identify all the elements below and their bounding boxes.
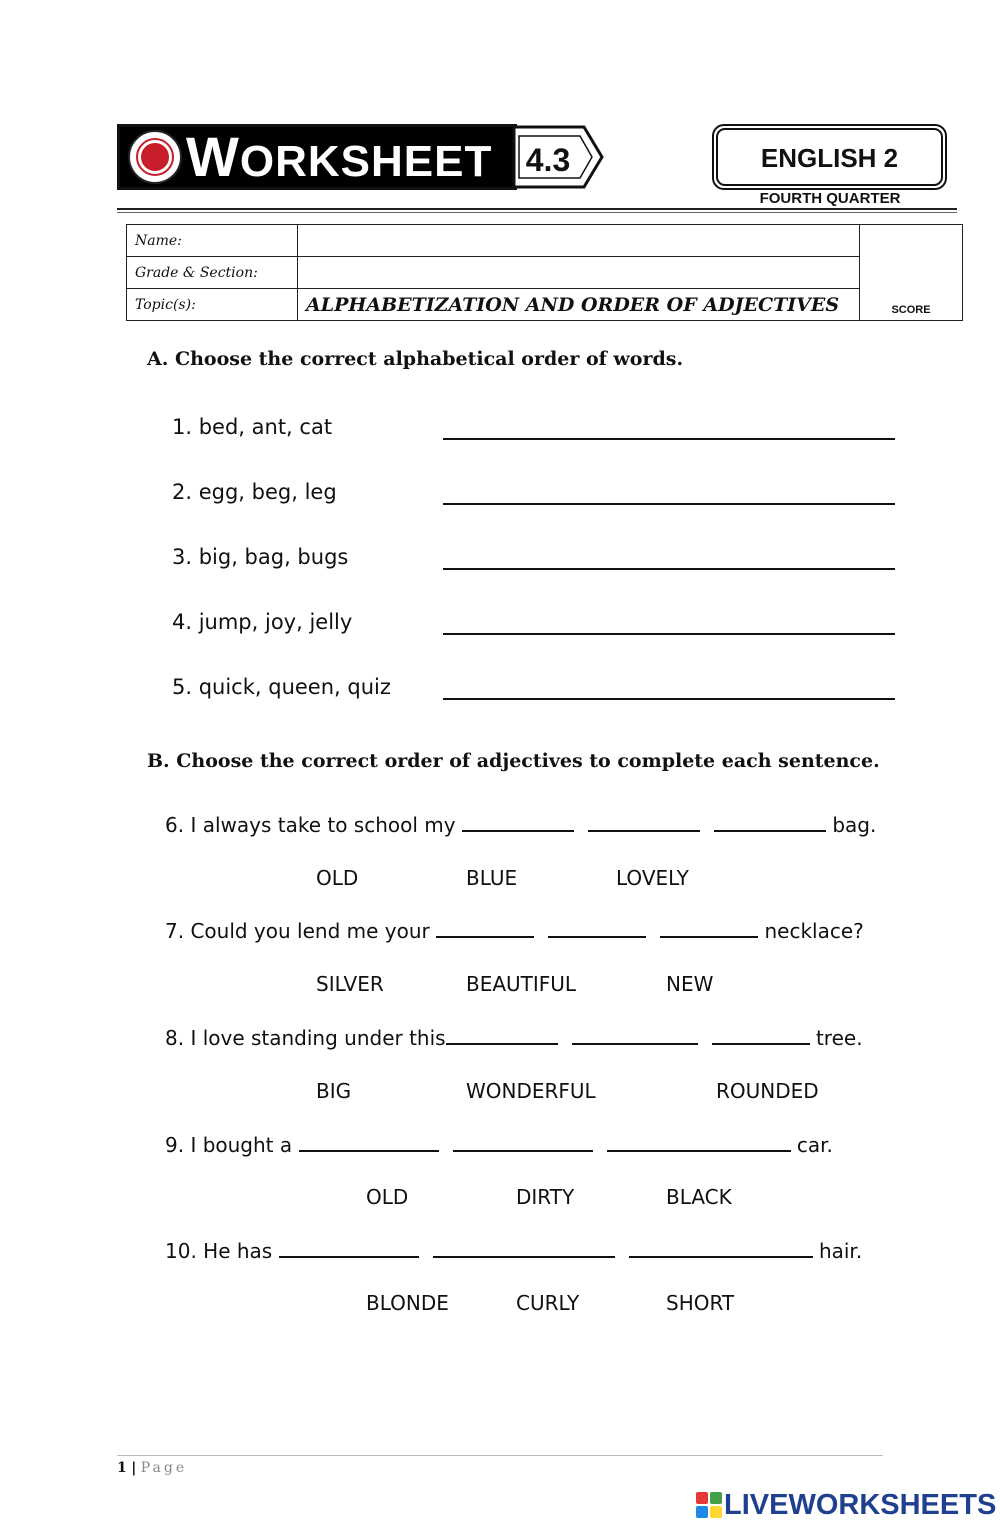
blank-1[interactable]: [462, 812, 574, 832]
subject-label: ENGLISH 2: [716, 128, 943, 186]
section-a-item: 4. jump, joy, jelly: [172, 610, 353, 634]
title-initial: W: [186, 125, 240, 188]
blank-2[interactable]: [453, 1132, 593, 1152]
blank-3[interactable]: [712, 1025, 810, 1045]
title-rest: ORKSHEET: [239, 137, 493, 186]
section-a-item: 1. bed, ant, cat: [172, 415, 333, 439]
sentence-item: [165, 812, 876, 837]
sentence-suffix: hair.: [818, 1239, 863, 1263]
sentence-suffix: tree.: [815, 1026, 863, 1050]
blank-1[interactable]: [446, 1025, 558, 1045]
section-b-heading: B. Choose the correct order of adjectives to complete each sentence.: [147, 750, 880, 772]
header-divider: [117, 208, 957, 210]
school-seal-logo: [128, 130, 182, 184]
blank-2[interactable]: [572, 1025, 698, 1045]
word-choice: SILVER: [316, 972, 384, 996]
worksheet-version: 4.3: [525, 142, 571, 178]
blank-1[interactable]: [436, 918, 534, 938]
answer-line[interactable]: [443, 568, 895, 570]
blank-2[interactable]: [588, 812, 700, 832]
word-choice: BLUE: [466, 866, 518, 890]
sentence-item: [165, 1132, 833, 1157]
sentence-item: [165, 1025, 863, 1050]
answer-line[interactable]: [443, 503, 895, 505]
sentence-suffix: car.: [796, 1133, 833, 1157]
blank-3[interactable]: [660, 918, 758, 938]
word-choice: CURLY: [516, 1291, 580, 1315]
blank-2[interactable]: [433, 1238, 615, 1258]
word-choice: ROUNDED: [716, 1079, 819, 1103]
answer-line[interactable]: [443, 438, 895, 440]
sentence-prefix: 9. I bought a: [165, 1133, 293, 1157]
sentence-prefix: 6. I always take to school my: [165, 813, 456, 837]
page-word: Page: [140, 1460, 188, 1476]
sentence-suffix: bag.: [832, 813, 877, 837]
page-footer: [117, 1460, 187, 1476]
blank-3[interactable]: [607, 1132, 791, 1152]
seal-center: [138, 140, 172, 174]
word-choice: BLONDE: [366, 1291, 449, 1315]
score-box[interactable]: [860, 225, 963, 321]
blank-3[interactable]: [714, 812, 826, 832]
word-choice: LOVELY: [616, 866, 689, 890]
sentence-item: [165, 918, 864, 943]
score-label: SCORE: [891, 304, 931, 316]
answer-line[interactable]: [443, 698, 895, 700]
page-separator: |: [131, 1460, 137, 1476]
word-choice: BLACK: [666, 1185, 732, 1209]
sentence-suffix: necklace?: [764, 919, 864, 943]
section-a-item: 2. egg, beg, leg: [172, 480, 337, 504]
header-divider-thin: [117, 212, 957, 213]
student-info-table: [126, 224, 963, 321]
worksheet-title: [186, 124, 492, 190]
word-choice: OLD: [316, 866, 359, 890]
word-choice: WONDERFUL: [466, 1079, 596, 1103]
word-choice: BEAUTIFUL: [466, 972, 577, 996]
section-a-heading: A. Choose the correct alphabetical order of words.: [147, 348, 684, 370]
answer-line[interactable]: [443, 633, 895, 635]
name-field[interactable]: [298, 225, 860, 257]
blank-3[interactable]: [629, 1238, 813, 1258]
grade-section-label: Grade & Section:: [127, 257, 298, 289]
grade-section-field[interactable]: [298, 257, 860, 289]
sentence-item: [165, 1238, 862, 1263]
word-choice: NEW: [666, 972, 714, 996]
page-number: 1: [117, 1460, 127, 1476]
blank-1[interactable]: [299, 1132, 439, 1152]
quarter-label: FOURTH QUARTER: [759, 190, 901, 207]
topic-label: Topic(s):: [127, 289, 298, 321]
sentence-prefix: 8. I love standing under this: [165, 1026, 446, 1050]
liveworksheets-logo-icon: [696, 1492, 722, 1518]
liveworksheets-brand[interactable]: LIVEWORKSHEETS: [724, 1489, 997, 1521]
blank-1[interactable]: [279, 1238, 419, 1258]
sentence-prefix: 10. He has: [165, 1239, 273, 1263]
word-choice: DIRTY: [516, 1185, 575, 1209]
word-choice: SHORT: [666, 1291, 735, 1315]
sentence-prefix: 7. Could you lend me your: [165, 919, 430, 943]
word-choice: BIG: [316, 1079, 352, 1103]
blank-2[interactable]: [548, 918, 646, 938]
section-a-item: 5. quick, queen, quiz: [172, 675, 391, 699]
topic-value: ALPHABETIZATION AND ORDER OF ADJECTIVES: [298, 289, 860, 321]
word-choice: OLD: [366, 1185, 409, 1209]
name-label: Name:: [127, 225, 298, 257]
section-a-item: 3. big, bag, bugs: [172, 545, 349, 569]
footer-divider: [117, 1455, 883, 1456]
